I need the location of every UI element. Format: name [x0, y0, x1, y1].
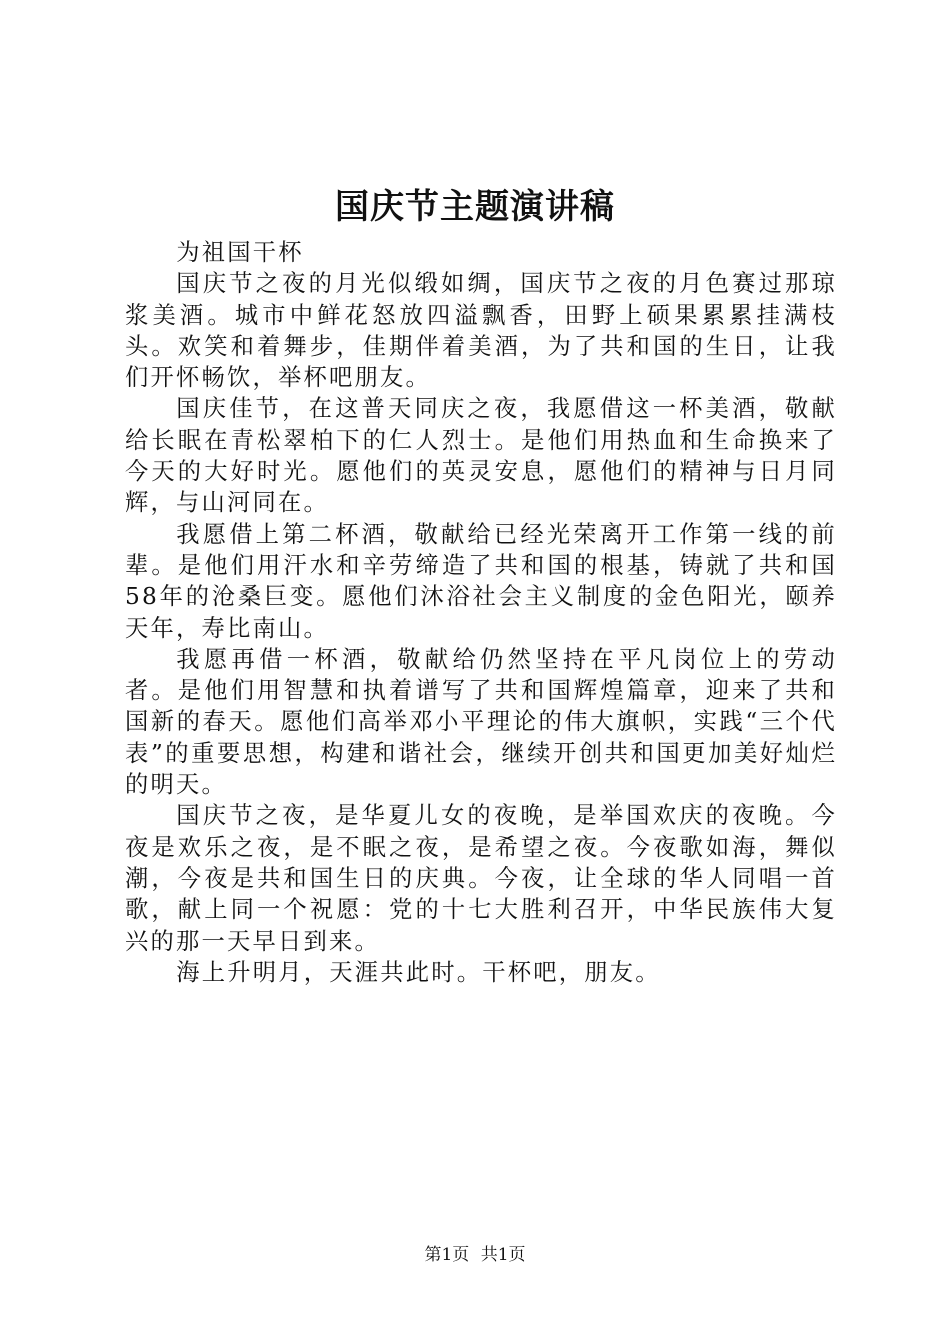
page-number: 第1页: [424, 1245, 470, 1265]
paragraph-3: 我愿借上第二杯酒，敬献给已经光荣离开工作第一线的前辈。是他们用汗水和辛劳缔造了共和国的根基，铸就了共和国58年的沧桑巨变。愿他们沐浴社会主义制度的金色阳光，颐养天年，寿比南山。: [125, 520, 837, 642]
document-body: [125, 237, 837, 988]
page-footer: [0, 1243, 950, 1267]
paragraph-2: 国庆佳节，在这普天同庆之夜，我愿借这一杯美酒，敬献给长眠在青松翠柏下的仁人烈士。是他们用热血和生命换来了今天的大好时光。愿他们的英灵安息，愿他们的精神与日月同辉，与山河同在。: [125, 395, 837, 517]
document-subtitle: 为祖国干杯: [176, 239, 304, 266]
paragraph-1: 国庆节之夜的月光似缎如绸，国庆节之夜的月色赛过那琼浆美酒。城市中鲜花怒放四溢飘香，田野上硕果累累挂满枝头。欢笑和着舞步，佳期伴着美酒，为了共和国的生日，让我们开怀畅饮，举杯吧朋友。: [125, 270, 837, 392]
document-title: 国庆节主题演讲稿: [335, 187, 615, 227]
page-total: 共1页: [480, 1245, 526, 1265]
paragraph-4: 我愿再借一杯酒，敬献给仍然坚持在平凡岗位上的劳动者。是他们用智慧和执着谱写了共和国辉煌篇章，迎来了共和国新的春天。愿他们高举邓小平理论的伟大旗帜，实践“三个代表”的重要思想，构建和谐社会，继续开创共和国更加美好灿烂的明天。: [125, 645, 837, 799]
paragraph-5: 国庆节之夜，是华夏儿女的夜晚，是举国欢庆的夜晚。今夜是欢乐之夜，是不眠之夜，是希望之夜。今夜歌如海，舞似潮，今夜是共和国生日的庆典。今夜，让全球的华人同唱一首歌，献上同一个祝愿：党的十七大胜利召开，中华民族伟大复兴的那一天早日到来。: [125, 802, 837, 955]
paragraph-6: 海上升明月，天涯共此时。干杯吧，朋友。: [176, 958, 661, 986]
